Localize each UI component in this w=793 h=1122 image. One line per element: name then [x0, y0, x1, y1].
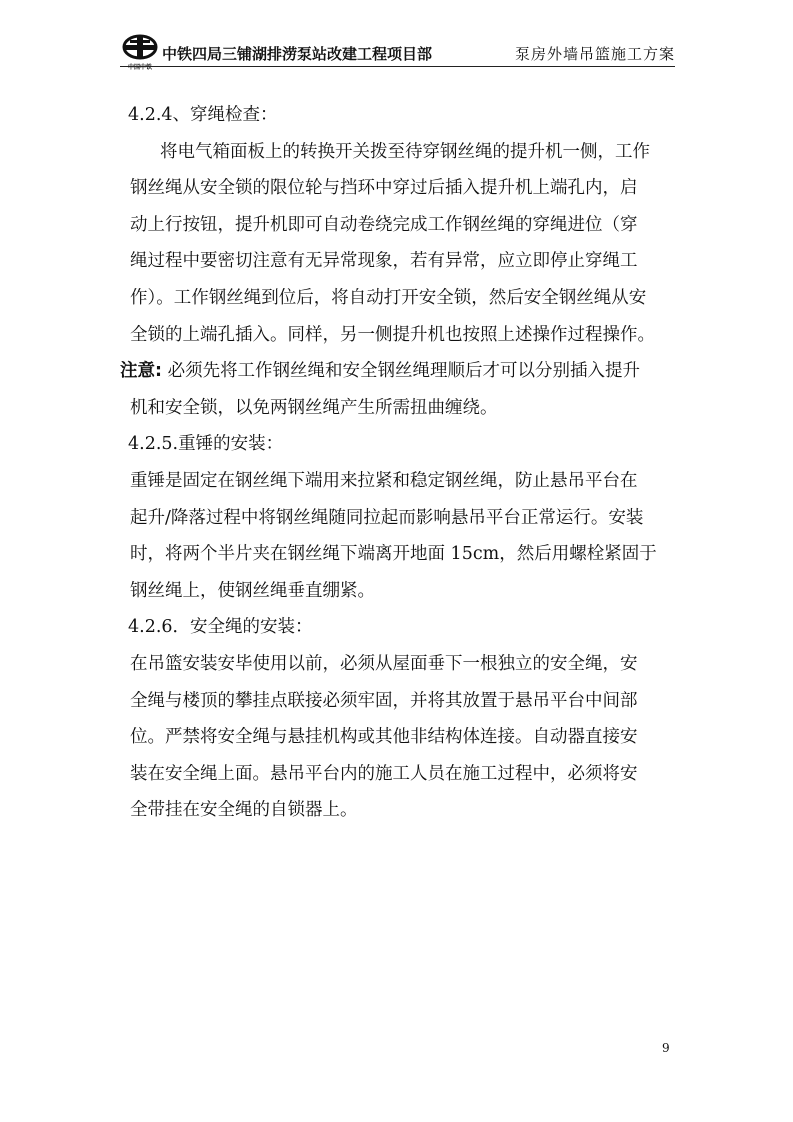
- paragraph-line: 作）。工作钢丝绳到位后，将自动打开安全锁，然后安全钢丝绳从安: [130, 287, 647, 308]
- paragraph-line: 全锁的上端孔插入。同样，另一侧提升机也按照上述操作过程操作。: [130, 324, 655, 345]
- paragraph-line: 全带挂在安全绳的自锁器上。: [130, 800, 358, 821]
- note-line: 机和安全锁，以免两钢丝绳产生所需扭曲缠绕。: [130, 397, 498, 418]
- note-line: [120, 353, 680, 390]
- paragraph-line: 重锤是固定在钢丝绳下端用来拉紧和稳定钢丝绳，防止悬吊平台在: [130, 470, 638, 491]
- paragraph-line: 将电气箱面板上的转换开关拨至待穿钢丝绳的提升机一侧，工作: [160, 141, 650, 162]
- paragraph-line: 绳过程中要密切注意有无异常现象，若有异常，应立即停止穿绳工: [130, 251, 638, 272]
- paragraph-line: 起升/降落过程中将钢丝绳随同拉起而影响悬吊平台正常运行。安装: [130, 507, 644, 528]
- paragraph-line: 位。严禁将安全绳与悬挂机构或其他非结构体连接。自动器直接安: [130, 727, 638, 748]
- paragraph-line: 全绳与楼顶的攀挂点联接必须牢固，并将其放置于悬吊平台中间部: [130, 690, 638, 711]
- paragraph-line: 动上行按钮，提升机即可自动卷绕完成工作钢丝绳的穿绳进位（穿: [130, 214, 638, 235]
- document-body: [120, 97, 680, 829]
- section-heading-4-2-4: 4.2.4、穿绳检查：: [128, 105, 278, 125]
- paragraph-line: 装在安全绳上面。悬吊平台内的施工人员在施工过程中，必须将安: [130, 763, 638, 784]
- note-text: 必须先将工作钢丝绳和安全钢丝绳理顺后才可以分别插入提升: [162, 361, 641, 382]
- document-title: 泵房外墙吊篮施工方案: [514, 45, 675, 63]
- note-label: 注意:: [120, 361, 162, 382]
- paragraph-line: 时，将两个半片夹在钢丝绳下端离开地面 15cm，然后用螺栓紧固于: [130, 544, 657, 565]
- paragraph-line: 在吊篮安装安毕使用以前，必须从屋面垂下一根独立的安全绳，安: [130, 653, 638, 674]
- page-header: [120, 32, 675, 70]
- logo-caption: 中国中铁: [127, 64, 152, 71]
- organization-name: 中铁四局三铺湖排涝泵站改建工程项目部: [162, 45, 433, 63]
- section-heading-4-2-5: 4.2.5.重锤的安装：: [128, 434, 284, 455]
- page-number: 9: [662, 1041, 670, 1055]
- header-divider: [120, 66, 675, 67]
- paragraph-line: 钢丝绳从安全锁的限位轮与挡环中穿过后插入提升机上端孔内，启: [130, 178, 638, 199]
- section-heading-4-2-6: 4.2.6．安全绳的安装：: [128, 617, 313, 638]
- paragraph-line: 钢丝绳上，使钢丝绳垂直绷紧。: [130, 580, 375, 601]
